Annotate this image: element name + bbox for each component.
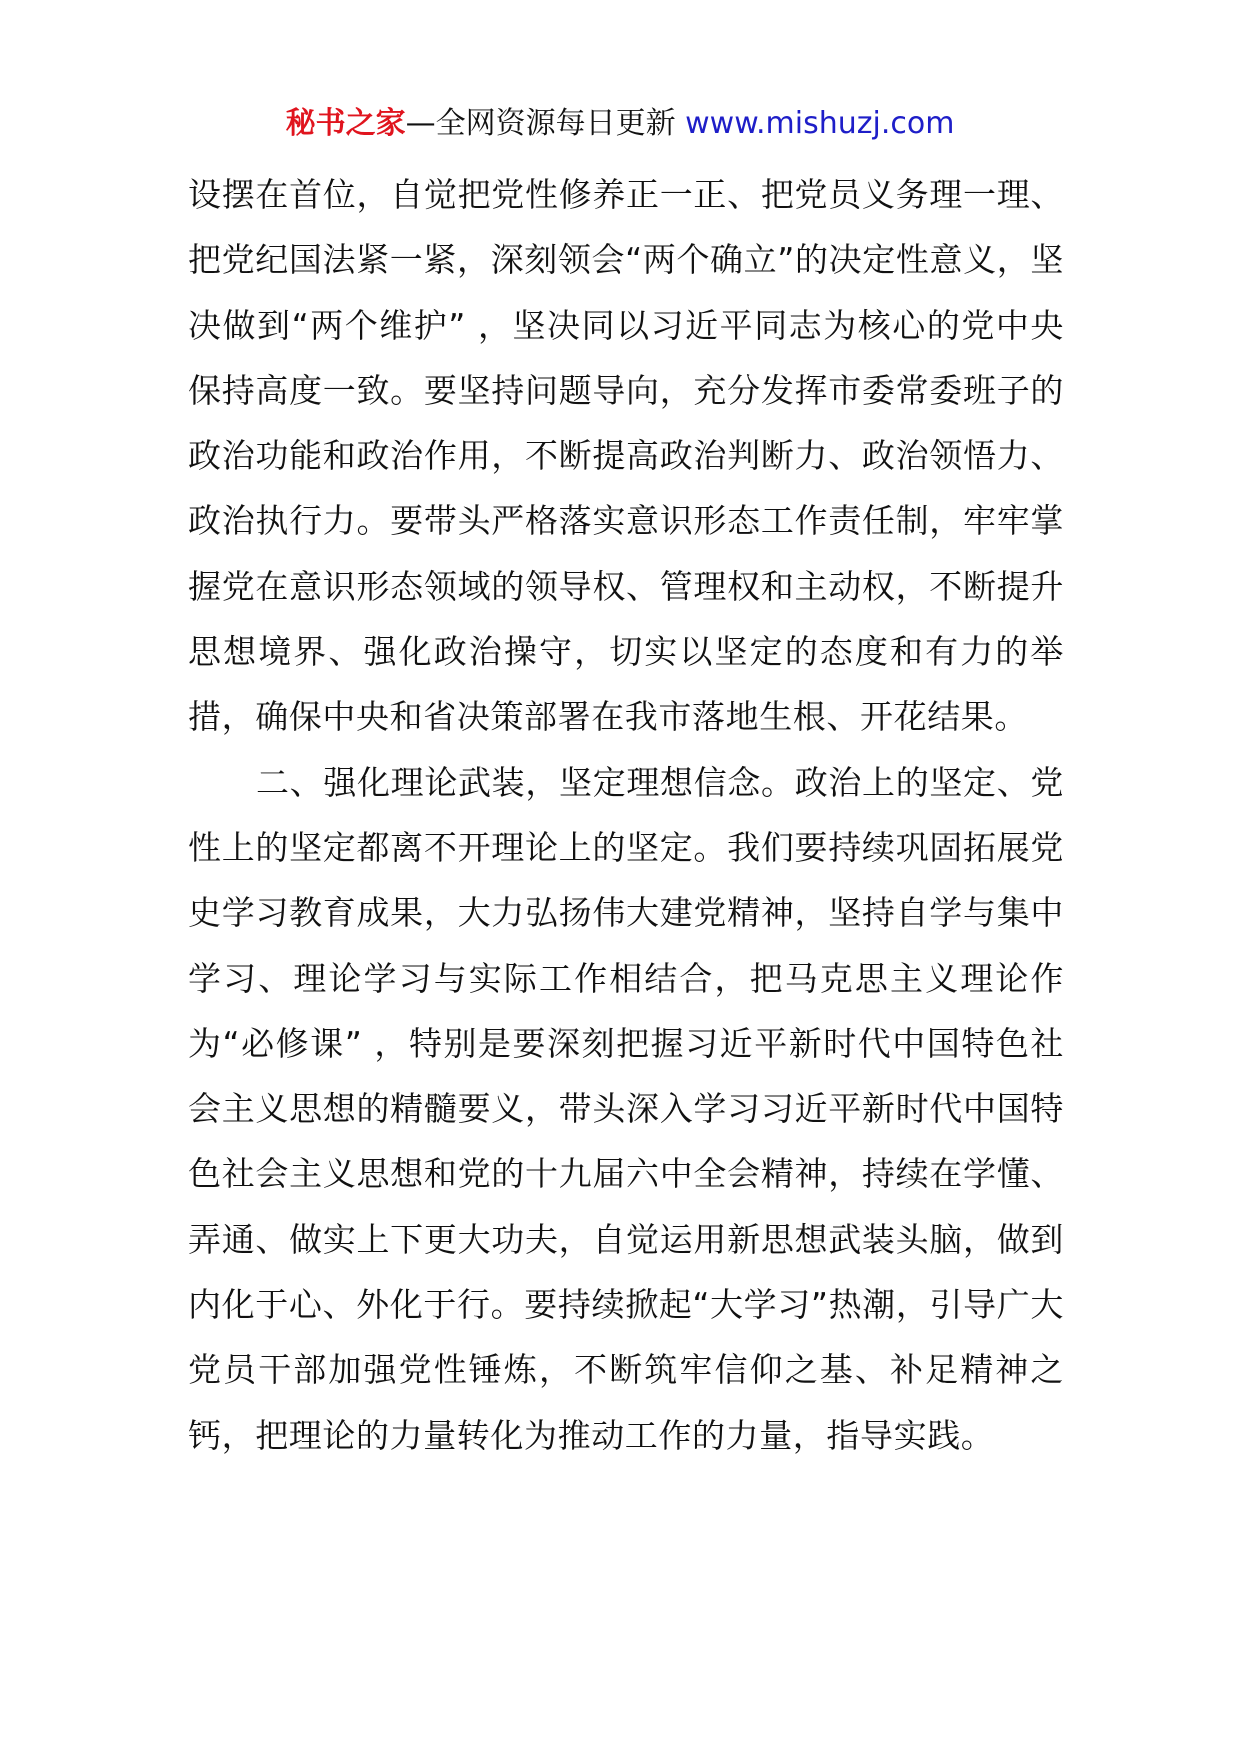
brand-name: 秘书之家 xyxy=(285,106,406,141)
page-header xyxy=(0,102,1240,146)
site-url-link[interactable]: www.mishuzj.com xyxy=(685,106,955,141)
document-body xyxy=(188,162,1064,1468)
paragraph-continued: 设摆在首位，自觉把党性修养正一正、把党员义务理一理、把党纪国法紧一紧，深刻领会“两个确立”的决定性意义，坚决做到“两个维护” ，坚决同以习近平同志为核心的党中央保持高度一致。要坚持问题导向，充分发挥市委常委班子的政治功能和政治作用，不断提高政治判断力、政治领悟力、政治执行力。要带头严格落实意识形态工作责任制，牢牢掌握党在意识形态领域的领导权、管理权和主动权，不断提升思想境界、强化政治操守，切实以坚定的态度和有力的举措，确保中央和省决策部署在我市落地生根、开花结果。 xyxy=(188,175,1064,737)
header-tagline: —全网资源每日更新 xyxy=(405,106,676,141)
paragraph-section-two: 二、强化理论武装，坚定理想信念。政治上的坚定、党性上的坚定都离不开理论上的坚定。我们要持续巩固拓展党史学习教育成果，大力弘扬伟大建党精神，坚持自学与集中学习、理论学习与实际工作相结合，把马克思主义理论作为“必修课” ，特别是要深刻把握习近平新时代中国特色社会主义思想的精髓要义，带头深入学习习近平新时代中国特色社会主义思想和党的十九届六中全会精神，持续在学懂、弄通、做实上下更大功夫，自觉运用新思想武装头脑，做到内化于心、外化于行。要持续掀起“大学习”热潮，引导广大党员干部加强党性锤炼，不断筑牢信仰之基、补足精神之钙，把理论的力量转化为推动工作的力量，指导实践。 xyxy=(188,762,1064,1455)
